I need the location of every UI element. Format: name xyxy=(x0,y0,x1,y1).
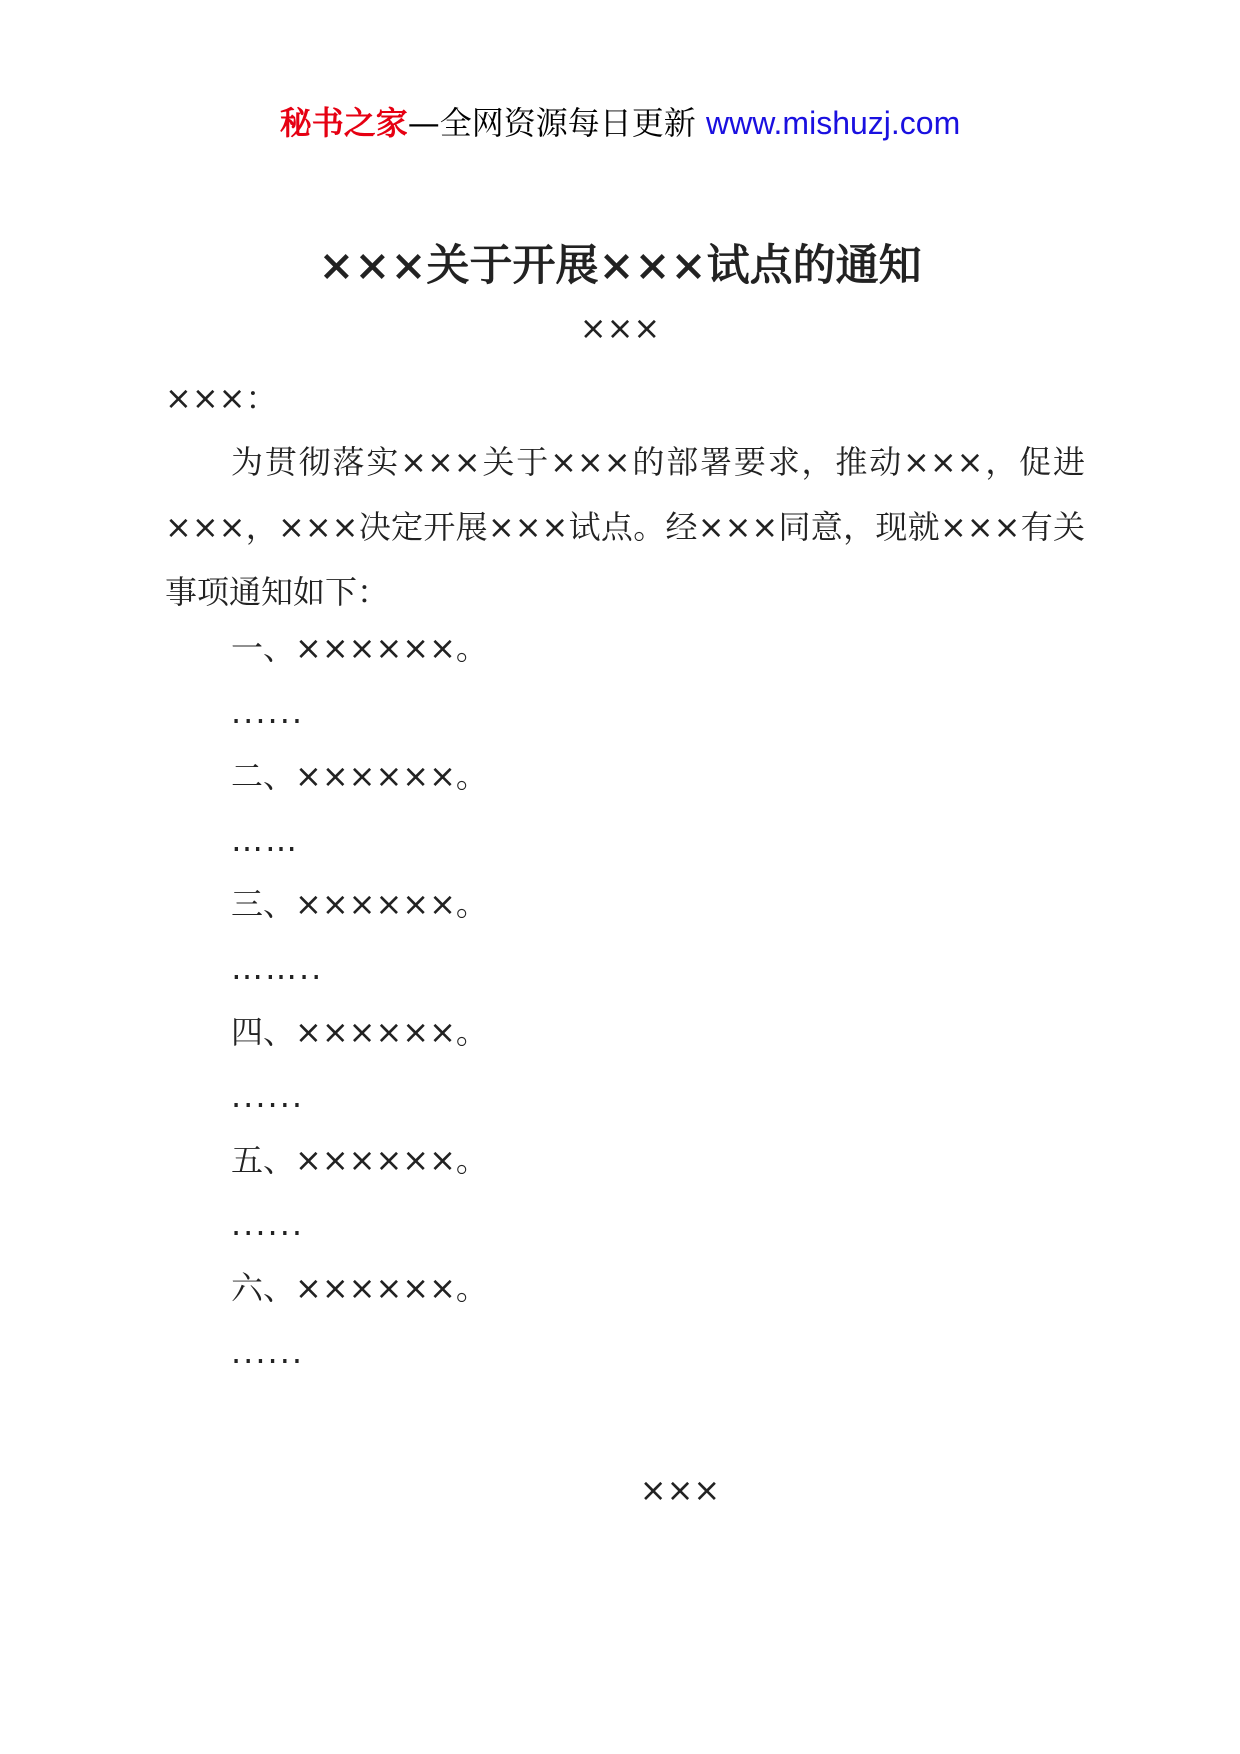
list-item xyxy=(231,872,1031,1000)
item-heading: 一、××××××。 xyxy=(231,629,488,667)
list-item xyxy=(231,616,1031,744)
item-detail: ...... xyxy=(231,1205,305,1243)
list-item xyxy=(231,1256,1031,1384)
list-item xyxy=(231,1128,1031,1256)
list-item xyxy=(231,744,1031,872)
item-heading: 三、××××××。 xyxy=(231,885,488,923)
item-heading: 二、××××××。 xyxy=(231,757,488,795)
notice-items-list xyxy=(231,616,1031,1384)
item-detail: ...... xyxy=(231,1077,305,1115)
salutation: ×××： xyxy=(165,379,278,417)
item-heading: 四、××××××。 xyxy=(231,1013,488,1051)
item-detail: …… xyxy=(231,821,299,859)
item-detail: ...... xyxy=(231,693,305,731)
brand-name: 秘书之家 xyxy=(279,104,408,142)
site-url-link[interactable]: www.mishuzj.com xyxy=(705,105,961,141)
brand-tagline: —全网资源每日更新 xyxy=(407,104,706,142)
intro-paragraph: 为贯彻落实×××关于×××的部署要求，推动×××，促进×××，×××决定开展×××试点。经×××同意，现就×××有关事项通知如下： xyxy=(165,443,1085,611)
item-heading: 五、××××××。 xyxy=(231,1141,488,1179)
document-issuer: ××× xyxy=(579,309,661,347)
document-signature: ××× xyxy=(639,1471,721,1509)
document-title: ×××关于开展×××试点的通知 xyxy=(318,241,922,291)
item-detail: …….. xyxy=(231,949,324,987)
item-detail: ...... xyxy=(231,1333,305,1371)
site-watermark-header xyxy=(0,98,1240,148)
list-item xyxy=(231,1000,1031,1128)
item-heading: 六、××××××。 xyxy=(231,1269,488,1307)
